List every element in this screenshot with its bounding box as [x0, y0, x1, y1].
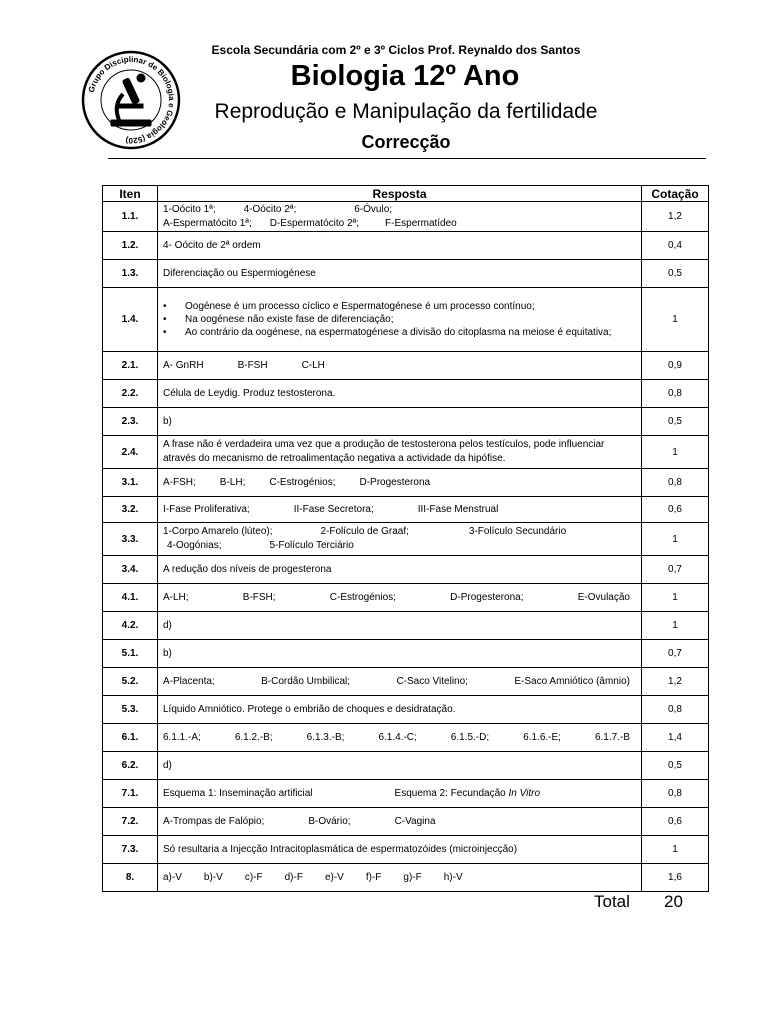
answer-part: C-Estrogénios;	[329, 591, 396, 603]
item-number: 3.2.	[103, 497, 158, 523]
item-number: 1.2.	[103, 232, 158, 260]
answer-cell	[158, 288, 642, 352]
bullet-icon: •	[163, 301, 167, 312]
answer-text: Diferenciação ou Espermiogénese	[163, 267, 316, 279]
score-cell: 0,6	[642, 808, 709, 836]
answer-part: B-FSH;	[242, 591, 276, 603]
score-cell: 1	[642, 436, 709, 469]
score-cell: 1,2	[642, 202, 709, 232]
table-header-row	[103, 186, 709, 202]
page-title: Biologia 12º Ano	[290, 60, 520, 92]
answer-part: A- GnRH	[163, 359, 204, 371]
answer-cell	[158, 752, 642, 780]
item-number: 7.2.	[103, 808, 158, 836]
answer-text: Célula de Leydig. Produz testosterona.	[163, 387, 336, 399]
answer-part: D-Progesterona	[359, 476, 431, 488]
answer-part: C-Vagina	[394, 815, 436, 827]
svg-text:Grupo Disciplinar de Biologia: Grupo Disciplinar de Biologia e Geologia (520)	[86, 54, 177, 146]
answer-part: g)-F	[403, 871, 422, 883]
answers-table	[102, 185, 709, 892]
table-row	[103, 668, 709, 696]
answer-cell	[158, 497, 642, 523]
page-subtitle: Reprodução e Manipulação da fertilidade	[214, 100, 598, 123]
answer-part: A-Trompas de Falópio;	[163, 815, 265, 827]
answer-part: Esquema 1: Inseminação artificial	[163, 787, 313, 799]
answer-line	[163, 525, 636, 539]
table-row	[103, 436, 709, 469]
item-number: 2.4.	[103, 436, 158, 469]
school-logo	[81, 50, 181, 150]
answer-text: Só resultaria a Injecção Intracitoplasmática de espermatozóides (microinjecção)	[163, 843, 518, 855]
score-cell: 0,8	[642, 469, 709, 497]
bullet-icon: •	[163, 327, 167, 338]
answer-part: A-FSH;	[163, 476, 196, 488]
item-number: 3.4.	[103, 556, 158, 584]
table-row	[103, 780, 709, 808]
answer-part: D-Progesterona;	[450, 591, 524, 603]
answer-part: d)-F	[284, 871, 303, 883]
score-cell: 0,8	[642, 780, 709, 808]
microscope-icon	[111, 74, 151, 126]
answer-text: d)	[163, 759, 172, 771]
answer-text: d)	[163, 619, 172, 631]
answer-part: III-Fase Menstrual	[417, 503, 499, 515]
item-number: 6.1.	[103, 724, 158, 752]
answer-part: a)-V	[163, 871, 182, 883]
answer-part: 1-Corpo Amarelo (lúteo);	[163, 526, 273, 537]
answer-text: A redução dos níveis de progesterona	[163, 563, 332, 575]
answer-cell	[158, 696, 642, 724]
answer-bullets	[163, 300, 636, 339]
table-row	[103, 232, 709, 260]
answer-part: 2-Folículo de Graaf;	[320, 526, 409, 537]
answer-cell	[158, 380, 642, 408]
answer-part: C-LH	[301, 359, 325, 371]
answer-part: 6.1.4.-C;	[378, 731, 417, 743]
table-row	[103, 584, 709, 612]
answer-emphasis: In Vitro	[508, 787, 540, 799]
answer-text: b)	[163, 415, 172, 427]
answer-part: A-Placenta;	[163, 675, 215, 687]
item-number: 8.	[103, 864, 158, 892]
answer-part: E-Ovulação	[577, 591, 630, 603]
item-number: 5.2.	[103, 668, 158, 696]
answer-text: 4- Oócito de 2ª ordem	[163, 239, 261, 251]
score-cell: 0,4	[642, 232, 709, 260]
item-number: 5.1.	[103, 640, 158, 668]
answer-part: 3-Folículo Secundário	[468, 526, 567, 537]
answer-line	[163, 787, 636, 801]
answer-line	[163, 815, 636, 829]
answer-cell	[158, 780, 642, 808]
answer-line	[163, 503, 636, 517]
score-cell: 1	[642, 836, 709, 864]
item-number: 4.2.	[103, 612, 158, 640]
table-row	[103, 497, 709, 523]
answer-cell	[158, 436, 642, 469]
score-cell: 1,2	[642, 668, 709, 696]
item-number: 5.3.	[103, 696, 158, 724]
answer-part: 1-Oócito 1ª;	[163, 203, 216, 215]
document-type: Correcção	[361, 132, 451, 152]
answer-line	[163, 591, 636, 605]
header-item: Iten	[103, 186, 158, 202]
table-row	[103, 523, 709, 556]
total-value: 20	[664, 892, 683, 911]
answer-part: A-Espermatócito 1ª;	[163, 217, 252, 229]
table-row	[103, 836, 709, 864]
school-name: Escola Secundária com 2º e 3º Ciclos Prof. Reynaldo dos Santos	[211, 43, 581, 57]
answer-line	[163, 203, 636, 217]
answer-cell	[158, 232, 642, 260]
answer-part: II-Fase Secretora;	[293, 503, 374, 515]
answer-cell	[158, 836, 642, 864]
answer-cell	[158, 408, 642, 436]
table-row	[103, 696, 709, 724]
answer-part: Esquema 2: Fecundação	[394, 787, 509, 799]
answer-text: A frase não é verdadeira uma vez que a produção de testosterona pelos testículos, pode influenciar através do mecanismo de retroalimentação negativa a actividade da hipófise.	[163, 439, 605, 464]
bullet-item	[163, 326, 636, 339]
table-row	[103, 864, 709, 892]
answer-cell	[158, 864, 642, 892]
answer-part: 6.1.7.-B	[594, 731, 630, 743]
answer-line	[163, 476, 636, 490]
table-row	[103, 808, 709, 836]
item-number: 3.3.	[103, 523, 158, 556]
answer-part: 6.1.6.-E;	[523, 731, 561, 743]
item-number: 2.2.	[103, 380, 158, 408]
answer-part: B-Ovário;	[308, 815, 351, 827]
table-row	[103, 612, 709, 640]
answer-part: 6.1.1.-A;	[163, 731, 201, 743]
answer-cell	[158, 523, 642, 556]
score-cell: 0,7	[642, 556, 709, 584]
answer-part: B-FSH	[237, 359, 268, 371]
bullet-text: Na oogénese não existe fase de diferenciação;	[185, 314, 394, 325]
score-cell: 1	[642, 288, 709, 352]
score-cell: 1,6	[642, 864, 709, 892]
answer-cell	[158, 584, 642, 612]
answer-part: e)-V	[324, 871, 344, 883]
score-cell: 0,9	[642, 352, 709, 380]
item-number: 6.2.	[103, 752, 158, 780]
answer-part: c)-F	[244, 871, 263, 883]
answer-part: 6.1.2.-B;	[234, 731, 273, 743]
answer-part: B-LH;	[219, 476, 246, 488]
bullet-icon: •	[163, 314, 167, 325]
answer-part: C-Estrogénios;	[269, 476, 336, 488]
total-label: Total	[594, 892, 630, 911]
answer-cell	[158, 640, 642, 668]
header-resposta: Resposta	[158, 186, 642, 202]
header-cotacao: Cotação	[642, 186, 709, 202]
score-cell: 1	[642, 523, 709, 556]
score-cell: 0,5	[642, 408, 709, 436]
answer-part: C-Saco Vitelino;	[396, 675, 468, 687]
answer-part: I-Fase Proliferativa;	[163, 503, 250, 515]
answer-part: 6.1.5.-D;	[450, 731, 490, 743]
answer-cell	[158, 668, 642, 696]
header-divider	[108, 158, 706, 159]
score-cell: 0,8	[642, 380, 709, 408]
item-number: 2.3.	[103, 408, 158, 436]
answer-part: F-Espermatídeo	[385, 217, 457, 229]
answer-cell	[158, 808, 642, 836]
answer-line	[163, 539, 636, 553]
table-row	[103, 640, 709, 668]
score-cell: 1,4	[642, 724, 709, 752]
answer-text: Líquido Amniótico. Protege o embrião de choques e desidratação.	[163, 703, 456, 715]
bullet-text: Oogénese é um processo cíclico e Espermatogénese é um processo contínuo;	[185, 301, 535, 312]
item-number: 3.1.	[103, 469, 158, 497]
table-row	[103, 469, 709, 497]
score-cell: 1	[642, 584, 709, 612]
answer-part: 6.1.3.-B;	[306, 731, 345, 743]
answer-part: D-Espermatócito 2ª;	[269, 217, 360, 229]
answer-line	[163, 675, 636, 689]
table-row	[103, 288, 709, 352]
item-number: 7.1.	[103, 780, 158, 808]
answer-line	[163, 871, 636, 885]
answer-cell	[158, 202, 642, 232]
item-number: 7.3.	[103, 836, 158, 864]
answer-cell	[158, 724, 642, 752]
answer-cell	[158, 469, 642, 497]
answer-part: f)-F	[365, 871, 382, 883]
bullet-text: Ao contrário da oogénese, na espermatogénese a divisão do citoplasma na meiose é equitativa;	[185, 327, 612, 338]
answer-part: b)-V	[203, 871, 223, 883]
table-row	[103, 260, 709, 288]
table-row	[103, 556, 709, 584]
table-row	[103, 352, 709, 380]
table-row	[103, 380, 709, 408]
score-cell: 1	[642, 612, 709, 640]
answer-part: 5-Folículo Terciário	[269, 540, 354, 551]
answer-part: E-Saco Amniótico (âmnio)	[514, 675, 630, 687]
table-row	[103, 408, 709, 436]
answer-cell	[158, 352, 642, 380]
score-cell: 0,8	[642, 696, 709, 724]
table-row	[103, 724, 709, 752]
answer-part: h)-V	[443, 871, 463, 883]
answer-part: A-LH;	[163, 591, 189, 603]
bullet-item	[163, 313, 636, 326]
item-number: 1.1.	[103, 202, 158, 232]
answer-cell	[158, 260, 642, 288]
score-cell: 0,6	[642, 497, 709, 523]
item-number: 1.3.	[103, 260, 158, 288]
answer-line	[163, 359, 636, 373]
answer-part: 4-Oócito 2ª;	[243, 203, 297, 215]
answer-line	[163, 217, 636, 231]
answer-part: B-Cordão Umbilical;	[261, 675, 351, 687]
item-number: 4.1.	[103, 584, 158, 612]
score-cell: 0,7	[642, 640, 709, 668]
item-number: 1.4.	[103, 288, 158, 352]
answer-cell	[158, 556, 642, 584]
table-row	[103, 202, 709, 232]
item-number: 2.1.	[103, 352, 158, 380]
answer-part: 4-Oogónias;	[167, 540, 222, 551]
answer-line	[163, 731, 636, 745]
answer-cell	[158, 612, 642, 640]
answer-text: b)	[163, 647, 172, 659]
table-row	[103, 752, 709, 780]
answer-part: 6-Óvulo;	[354, 203, 393, 215]
score-cell: 0,5	[642, 260, 709, 288]
bullet-item	[163, 300, 636, 313]
score-cell: 0,5	[642, 752, 709, 780]
